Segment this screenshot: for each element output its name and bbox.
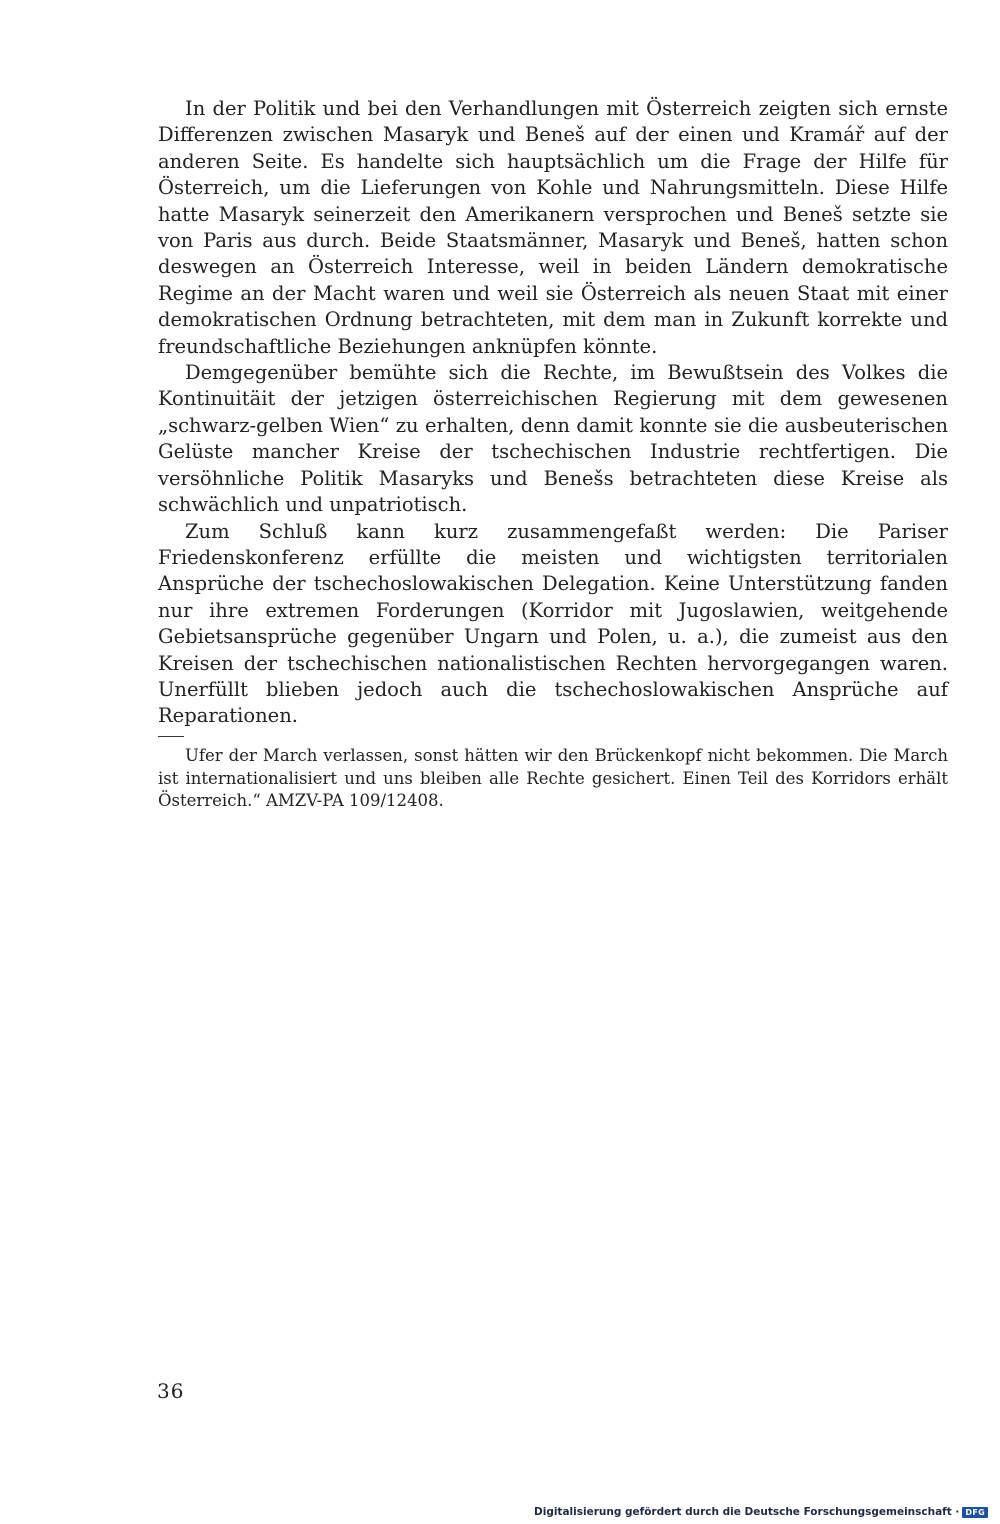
paragraph-3: Zum Schluß kann kurz zusammengefaßt werden: Die Pariser Friedenskonferenz erfüllte die meisten und wichtigsten territorialen Ansprüche der tschechoslowakischen Delegation. Keine Unterstützung fanden nur ihre extremen Forderungen (Korridor mit Jugoslawien, weitgehende Gebietsansprüche gegenüber Ungarn und Polen, u. a.), die zumeist aus den Kreisen der tschechischen nationalistischen Rechten hervorgegangen waren. Unerfüllt blieben jedoch auch die tschechoslowakischen Ansprüche auf Reparationen.: [158, 519, 948, 728]
paragraph-2: Demgegenüber bemühte sich die Rechte, im Bewußtsein des Volkes die Kontinuitäit der jetzigen österreichischen Regierung mit dem gewesenen „schwarz-gelben Wien“ zu erhalten, denn damit konnte sie die ausbeuterischen Gelüste mancher Kreise der tschechischen Industrie rechtfertigen. Die versöhnliche Politik Masaryks und Benešs betrachteten diese Kreise als schwächlich und unpatriotisch.: [158, 361, 948, 517]
credit-text: Digitalisierung gefördert durch die Deutsche Forschungsgemeinschaft ·: [534, 1506, 960, 1518]
dfg-logo-icon: DFG: [962, 1507, 988, 1518]
footnote-text: Ufer der March verlassen, sonst hätten wir den Brückenkopf nicht bekommen. Die March ist internationalisiert und uns bleiben alle Rechte gesichert. Einen Teil des Korridors erhält Österreich.“ AMZV-PA 109/12408.: [158, 746, 948, 810]
main-text: [158, 96, 948, 730]
paragraph-1: In der Politik und bei den Verhandlungen mit Österreich zeigten sich ernste Differenzen zwischen Masaryk und Beneš auf der einen und Kramář auf der anderen Seite. Es handelte sich hauptsächlich um die Frage der Hilfe für Österreich, um die Lieferungen von Kohle und Nahrungsmitteln. Diese Hilfe hatte Masaryk seinerzeit den Amerikanern versprochen und Beneš setzte sie von Paris aus durch. Beide Staatsmänner, Masaryk und Beneš, hatten schon deswegen an Österreich Interesse, weil in beiden Ländern demokratische Regime an der Macht waren und weil sie Österreich als neuen Staat mit einer demokratischen Ordnung betrachteten, mit dem man in Zukunft korrekte und freundschaftliche Beziehungen anknüpfen könnte.: [158, 97, 948, 358]
footnote: [158, 745, 948, 813]
page-number: 36: [157, 1379, 185, 1403]
footnote-separator: [158, 736, 184, 737]
digitization-credit: [534, 1506, 988, 1518]
